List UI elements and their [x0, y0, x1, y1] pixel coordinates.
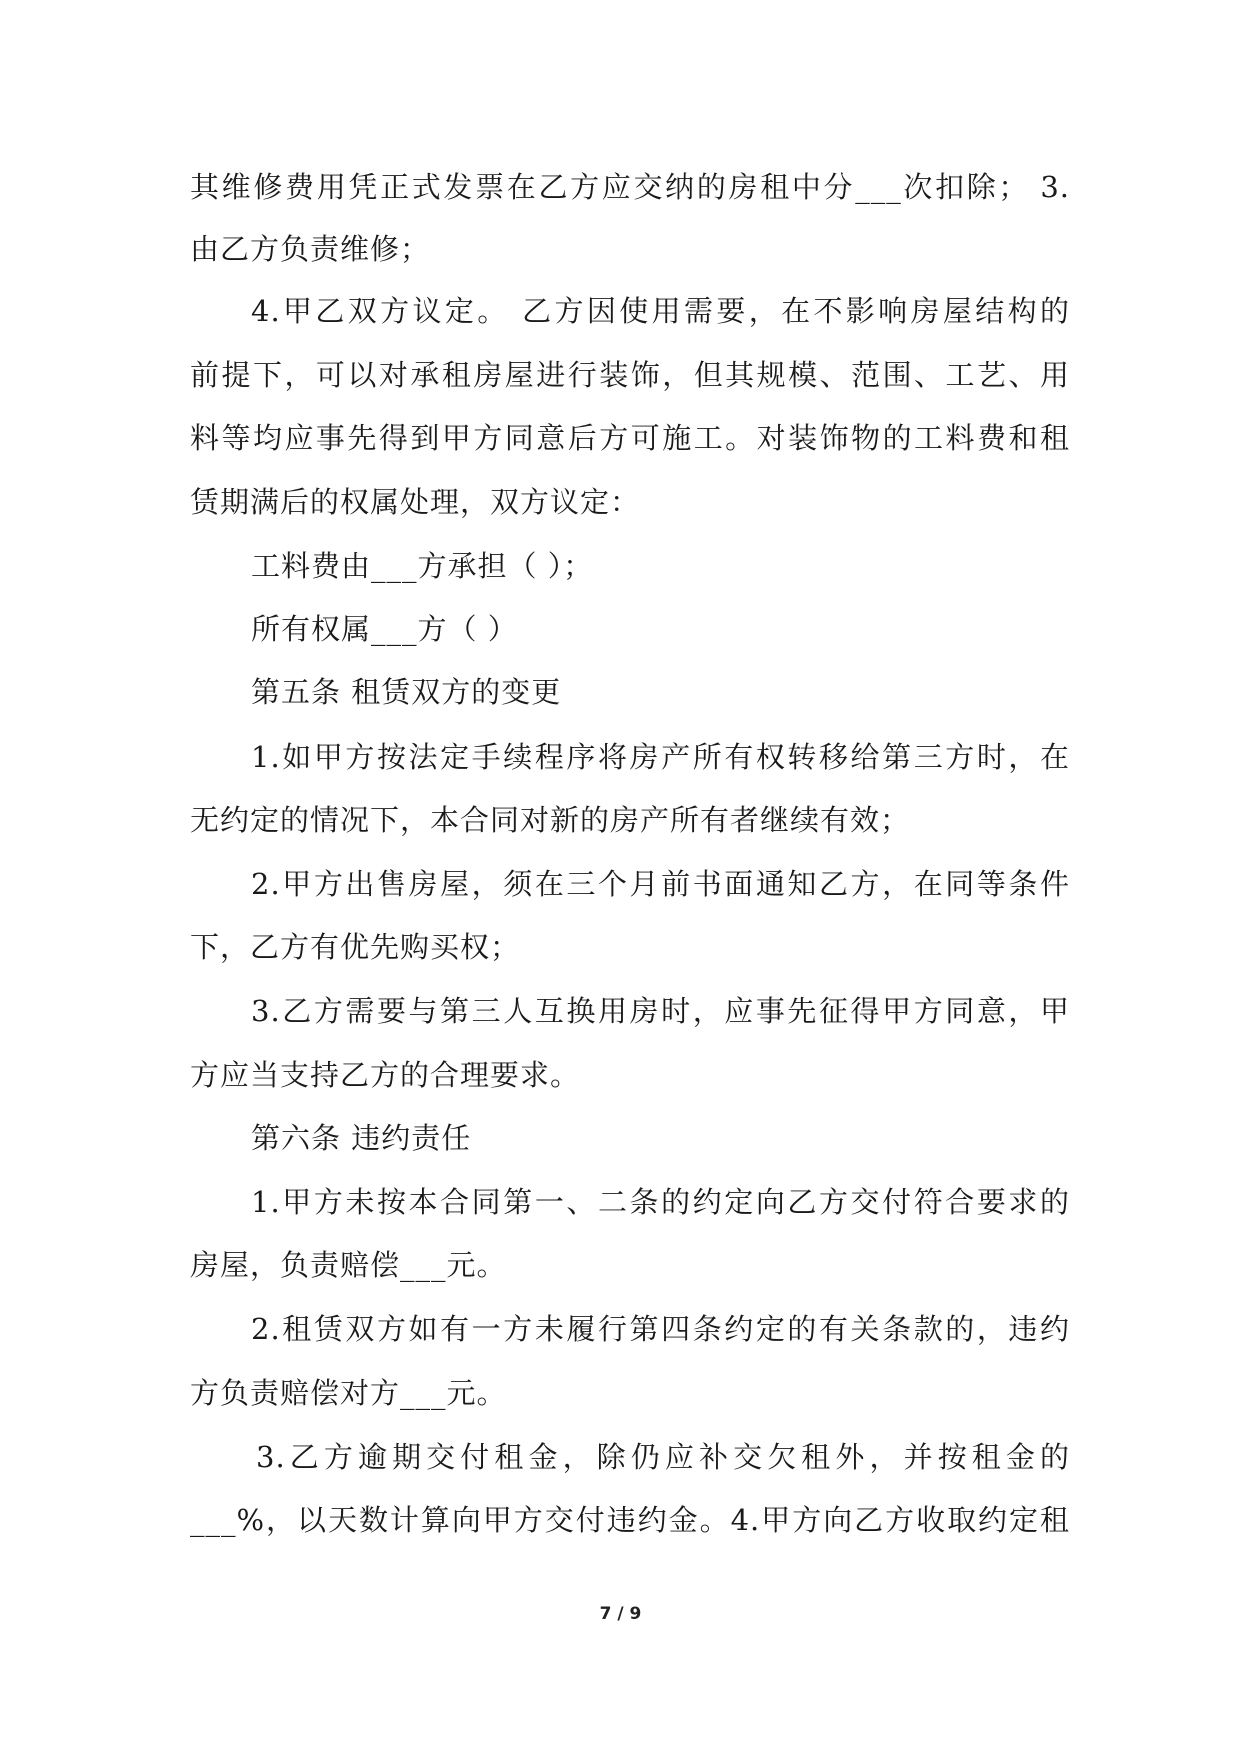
text-line: 无约定的情况下，本合同对新的房产所有者继续有效； — [190, 803, 911, 837]
text-line: 工料费由___方承担（ ）； — [251, 549, 594, 583]
text-line: 料等均应事先得到甲方同意后方可施工。对装饰物的工料费和租 — [190, 421, 1070, 455]
text-line: 1.甲方未按本合同第一、二条的约定向乙方交付符合要求的 — [251, 1185, 1070, 1219]
text-line: 下，乙方有优先购买权； — [190, 930, 521, 964]
text-line: 所有权属___方（ ） — [251, 612, 518, 646]
section-heading: 第六条 违约责任 — [251, 1121, 472, 1155]
text-line: 其维修费用凭正式发票在乙方应交纳的房租中分___次扣除； 3. — [190, 170, 1070, 204]
text-line: ___%，以天数计算向甲方交付违约金。4.甲方向乙方收取约定租 — [190, 1503, 1070, 1537]
text-line: 3.乙方逾期交付租金，除仍应补交欠租外，并按租金的 — [256, 1440, 1070, 1474]
page-number: 7 / 9 — [599, 1604, 642, 1624]
text-line: 1.如甲方按法定手续程序将房产所有权转移给第三方时，在 — [251, 740, 1070, 774]
text-line: 3.乙方需要与第三人互换用房时，应事先征得甲方同意，甲 — [251, 994, 1070, 1028]
text-line: 方负责赔偿对方___元。 — [190, 1376, 507, 1410]
text-line: 2.租赁双方如有一方未履行第四条约定的有关条款的，违约 — [251, 1312, 1070, 1346]
text-line: 2.甲方出售房屋，须在三个月前书面通知乙方，在同等条件 — [251, 867, 1070, 901]
section-heading: 第五条 租赁双方的变更 — [251, 675, 562, 709]
text-line: 前提下，可以对承租房屋进行装饰，但其规模、范围、工艺、用 — [190, 358, 1070, 392]
text-line: 4.甲乙双方议定。 乙方因使用需要，在不影响房屋结构的 — [251, 294, 1070, 328]
text-line: 赁期满后的权属处理，双方议定： — [190, 485, 641, 519]
text-line: 方应当支持乙方的合理要求。 — [190, 1058, 581, 1092]
text-line: 由乙方负责维修； — [190, 232, 431, 266]
text-line: 房屋，负责赔偿___元。 — [190, 1248, 507, 1282]
